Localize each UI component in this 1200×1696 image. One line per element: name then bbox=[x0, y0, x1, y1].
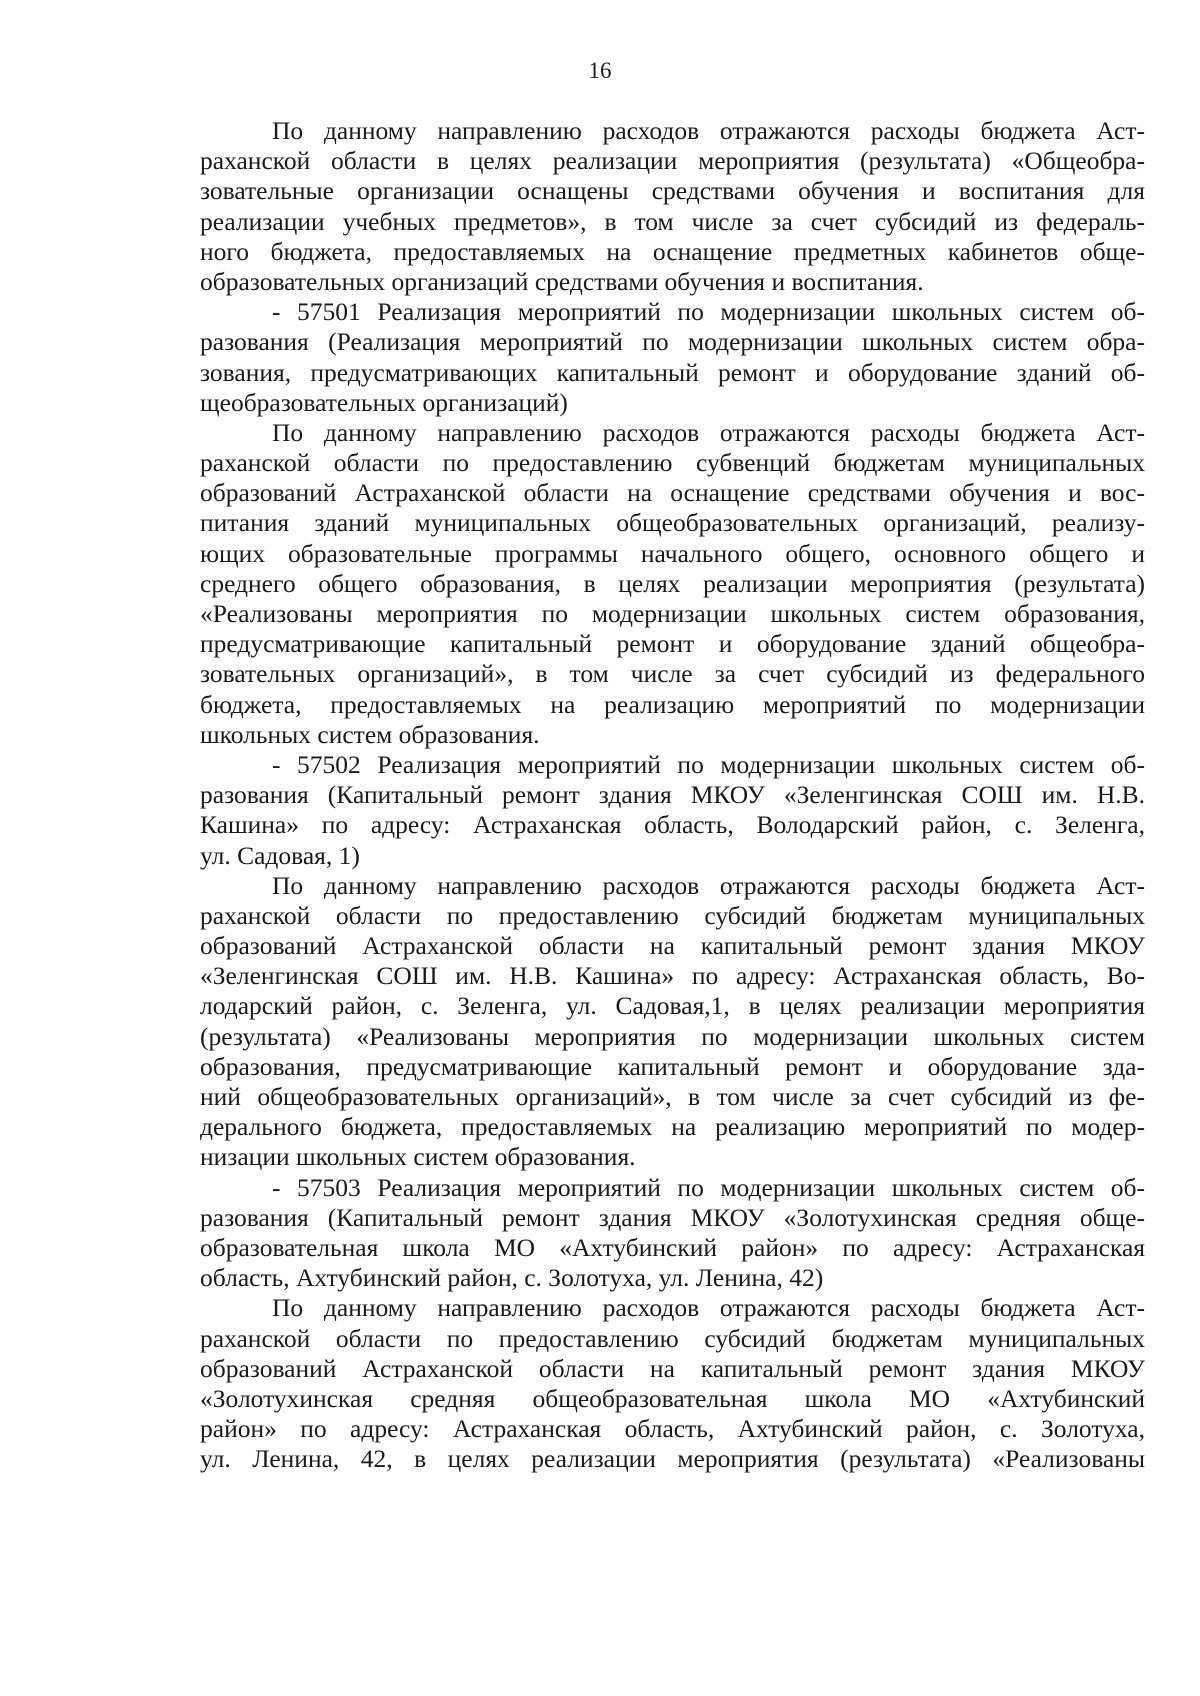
paragraph-first-line: По данному направлению расходов отражаются расходы бюджета Аст- bbox=[272, 116, 1145, 145]
paragraph-first-line: По данному направлению расходов отражаются расходы бюджета Аст- bbox=[272, 870, 1145, 900]
text-line: ул. Садовая, 1) bbox=[200, 840, 360, 870]
text-line: разования (Капитальный ремонт здания МКОУ «Золотухинская средняя обще- bbox=[200, 1202, 1145, 1232]
text-line: щеобразовательных организаций) bbox=[200, 387, 568, 417]
text-line: питания зданий муниципальных общеобразовательных организаций, реализу- bbox=[200, 508, 1145, 538]
text-line: ул. Ленина, 42, в целях реализации мероприятия (результата) «Реализованы bbox=[200, 1444, 1145, 1474]
text-line: образований Астраханской области на капитальный ремонт здания МКОУ bbox=[200, 931, 1145, 961]
paragraph-first-line: - 57503 Реализация мероприятий по модернизации школьных систем об- bbox=[272, 1172, 1145, 1202]
text-line: раханской области по предоставлению субсидий бюджетам муниципальных bbox=[200, 900, 1145, 930]
text-line: образований Астраханской области на капитальный ремонт здания МКОУ bbox=[200, 1353, 1145, 1383]
text-line: реализации учебных предметов», в том числе за счет субсидий из федераль- bbox=[200, 206, 1145, 236]
text-line: зования, предусматривающих капитальный ремонт и оборудование зданий об- bbox=[200, 357, 1145, 387]
text-line: (результата) «Реализованы мероприятия по модернизации школьных систем bbox=[200, 1021, 1145, 1051]
paragraph-first-line: - 57502 Реализация мероприятий по модернизации школьных систем об- bbox=[272, 749, 1145, 779]
text-line: лодарский район, с. Зеленга, ул. Садовая,1, в целях реализации мероприятия bbox=[200, 991, 1145, 1021]
text-line: раханской области по предоставлению субсидий бюджетам муниципальных bbox=[200, 1323, 1145, 1353]
body-text bbox=[200, 116, 1145, 1474]
text-line: дерального бюджета, предоставляемых на реализацию мероприятий по модер- bbox=[200, 1112, 1145, 1142]
text-line: Кашина» по адресу: Астраханская область, Володарский район, с. Зеленга, bbox=[200, 810, 1145, 840]
text-line: разования (Капитальный ремонт здания МКОУ «Зеленгинская СОШ им. Н.В. bbox=[200, 780, 1145, 810]
text-line: «Золотухинская средняя общеобразовательная школа МО «Ахтубинский bbox=[200, 1383, 1145, 1413]
text-line: среднего общего образования, в целях реализации мероприятия (результата) bbox=[200, 568, 1145, 598]
text-line: раханской области по предоставлению субвенций бюджетам муниципальных bbox=[200, 448, 1145, 478]
text-line: бюджета, предоставляемых на реализацию мероприятий по модернизации bbox=[200, 689, 1145, 719]
text-line: ющих образовательные программы начального общего, основного общего и bbox=[200, 538, 1145, 568]
page-number: 16 bbox=[588, 58, 612, 83]
text-line: низации школьных систем образования. bbox=[200, 1142, 636, 1172]
text-line: ного бюджета, предоставляемых на оснащение предметных кабинетов обще- bbox=[200, 236, 1145, 266]
text-line: ний общеобразовательных организаций», в том числе за счет субсидий из фе- bbox=[200, 1082, 1145, 1111]
text-line: зовательные организации оснащены средствами обучения и воспитания для bbox=[200, 176, 1145, 206]
paragraph-first-line: - 57501 Реализация мероприятий по модернизации школьных систем об- bbox=[272, 297, 1145, 327]
text-line: район» по адресу: Астраханская область, Ахтубинский район, с. Золотуха, bbox=[200, 1414, 1145, 1444]
text-line: образований Астраханской области на оснащение средствами обучения и вос- bbox=[200, 478, 1145, 508]
text-line: предусматривающие капитальный ремонт и оборудование зданий общеобра- bbox=[200, 629, 1145, 659]
text-line: образовательных организаций средствами обучения и воспитания. bbox=[200, 266, 924, 296]
paragraph-first-line: По данному направлению расходов отражаются расходы бюджета Аст- bbox=[272, 1293, 1145, 1323]
text-line: образования, предусматривающие капитальный ремонт и оборудование зда- bbox=[200, 1051, 1145, 1081]
text-line: разования (Реализация мероприятий по модернизации школьных систем обра- bbox=[200, 327, 1145, 357]
text-line: зовательных организаций», в том числе за счет субсидий из федерального bbox=[200, 659, 1145, 689]
text-line: «Зеленгинская СОШ им. Н.В. Кашина» по адресу: Астраханская область, Во- bbox=[200, 961, 1145, 991]
paragraph-first-line: По данному направлению расходов отражаются расходы бюджета Аст- bbox=[272, 417, 1145, 447]
text-line: раханской области в целях реализации мероприятия (результата) «Общеобра- bbox=[200, 146, 1145, 176]
text-line: «Реализованы мероприятия по модернизации школьных систем образования, bbox=[200, 599, 1145, 628]
text-line: образовательная школа МО «Ахтубинский район» по адресу: Астраханская bbox=[200, 1232, 1145, 1262]
text-line: область, Ахтубинский район, с. Золотуха, ул. Ленина, 42) bbox=[200, 1263, 824, 1293]
text-line: школьных систем образования. bbox=[200, 719, 540, 749]
